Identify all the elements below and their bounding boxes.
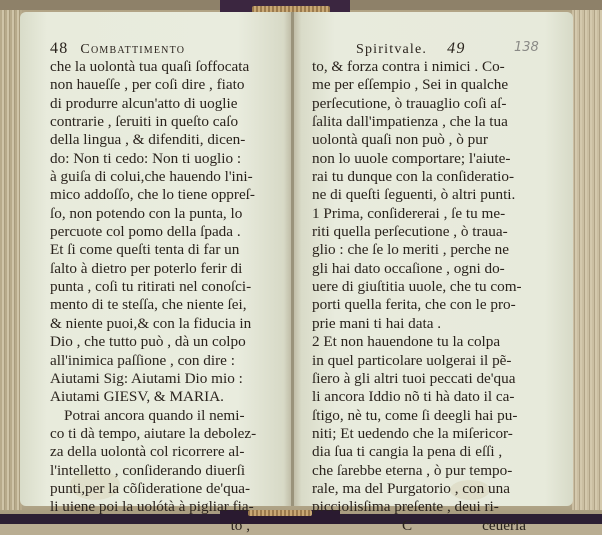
text-line: uere di giuſtitia uuole, che tu com- [312, 278, 522, 296]
running-title: Spiritvale. [356, 42, 428, 57]
text-line: & niente puoi,& con la fiducia in [50, 314, 252, 332]
text-line: punti,per la cõſideratione de'qua- [50, 479, 251, 497]
left-page-text [50, 40, 280, 535]
text-line: za della uolontà col ricorrere al- [50, 443, 245, 461]
text-line: à guiſa di colui,che hauendo l'ini- [50, 168, 253, 186]
text-line: non lo uuole comportare; l'aiute- [312, 149, 511, 167]
right-page-text [312, 40, 562, 535]
text-line: contrarie , ſeruiti in queſto caſo [50, 113, 239, 131]
text-line: della lingua , & difenditi, dicen- [50, 131, 246, 149]
text-line: riti quella perſecutione , ò traua- [312, 223, 508, 241]
text-line: all'inimica paſſione , con dire : [50, 351, 235, 369]
text-line: porti quella ferita, che con le pro- [312, 296, 516, 314]
text-line: 1 Prima, conſidererai , ſe tu me- [312, 204, 506, 222]
text-line: ſo, non potendo con la punta, lo [50, 204, 243, 222]
text-line: gli hai dato occaſione , ogni do- [312, 259, 505, 277]
pencil-annotation: 138 [514, 40, 539, 55]
text-line: picciolisſima preſente , deui ri- [312, 498, 499, 516]
signature-line [312, 517, 562, 535]
book-gutter [291, 12, 294, 506]
text-line: to, & forza contra i nimici . Co- [312, 58, 505, 75]
text-line: dia ſua ti cangia la pena di eſſi , [312, 443, 503, 461]
text-line: non haueſſe , per coſi dire , fiato [50, 76, 245, 94]
running-title: Combattimento [80, 42, 186, 57]
text-line: ſtigo, nè tu, come ſi deegli hai pu- [312, 406, 518, 424]
text-line: Aiutami Sig: Aiutami Dio mio : [50, 369, 243, 387]
text-line: Potrai ancora quando il nemi- [64, 406, 245, 424]
text-line: Et ſi come queſti tenta di far un [50, 241, 240, 259]
text-line: in quel particolare uolgerai il pẽ- [312, 351, 512, 369]
text-line: uolontà quaſi non può , ò pur [312, 131, 488, 149]
text-line: rale, ma del Purgatorio , con una [312, 479, 510, 497]
page-number: 49 [447, 40, 466, 57]
catchword: ceuerla [482, 516, 526, 534]
text-line: niti; Et uedendo che la miſericor- [312, 424, 513, 442]
text-line: ſalto à dietro per poterlo ferir di [50, 259, 243, 277]
text-line: Aiutami GIESV, & MARIA. [50, 388, 224, 406]
catchword: to , [230, 516, 250, 534]
text-line: mico addoſſo, che lo tiene oppreſ- [50, 186, 255, 204]
text-line: do: Non ti cedo: Non ti uoglio : [50, 149, 242, 167]
text-line: me per eſſempio , Sei in qualche [312, 76, 509, 94]
text-line: li ancora Iddio nõ ti hà dato il ca- [312, 388, 515, 406]
text-line: che ſarebbe eterna , ò pur tempo- [312, 461, 513, 479]
text-line: 2 Et non hauendone tu la colpa [312, 333, 501, 351]
text-line: rai tu dunque con la conſideratio- [312, 168, 515, 186]
page-edges-left [0, 10, 22, 510]
text-line: perſecutione, ò trauaglio coſi aſ- [312, 94, 507, 112]
signature-mark: C [402, 516, 413, 534]
left-running-head [50, 40, 280, 58]
text-line: Dio , che tutto può , dà un colpo [50, 333, 246, 351]
text-line: glio : che ſe lo meriti , perche ne [312, 241, 509, 259]
text-line: punta , coſi tu ritirati nel conoſci- [50, 278, 252, 296]
page-number: 48 [50, 40, 69, 57]
text-line: prie mani ti hai data . [312, 314, 442, 332]
text-line: co ti dà tempo, aiutare la debolez- [50, 424, 257, 442]
page-edges-right [572, 10, 602, 510]
text-line: ſalita dall'impatienza , che la tua [312, 113, 508, 131]
text-line: che la uolontà tua quaſi ſoffocata [50, 58, 250, 75]
text-line: di produrre alcun'atto di uoglie [50, 94, 238, 112]
text-line: mento di te steſſa, che niente ſei, [50, 296, 247, 314]
text-line: l'intelletto , conſiderando diuerſi [50, 461, 246, 479]
text-line: li uiene poi la uolótà à pigliar fia- [50, 498, 254, 516]
text-line: percuote col pomo della ſpada . [50, 223, 241, 241]
text-line: ne di queſti ſeguenti, ò altri punti. [312, 186, 516, 204]
text-line: ſiero à gli altri tuoi peccati de'qua [312, 369, 516, 387]
right-running-head [312, 40, 562, 58]
